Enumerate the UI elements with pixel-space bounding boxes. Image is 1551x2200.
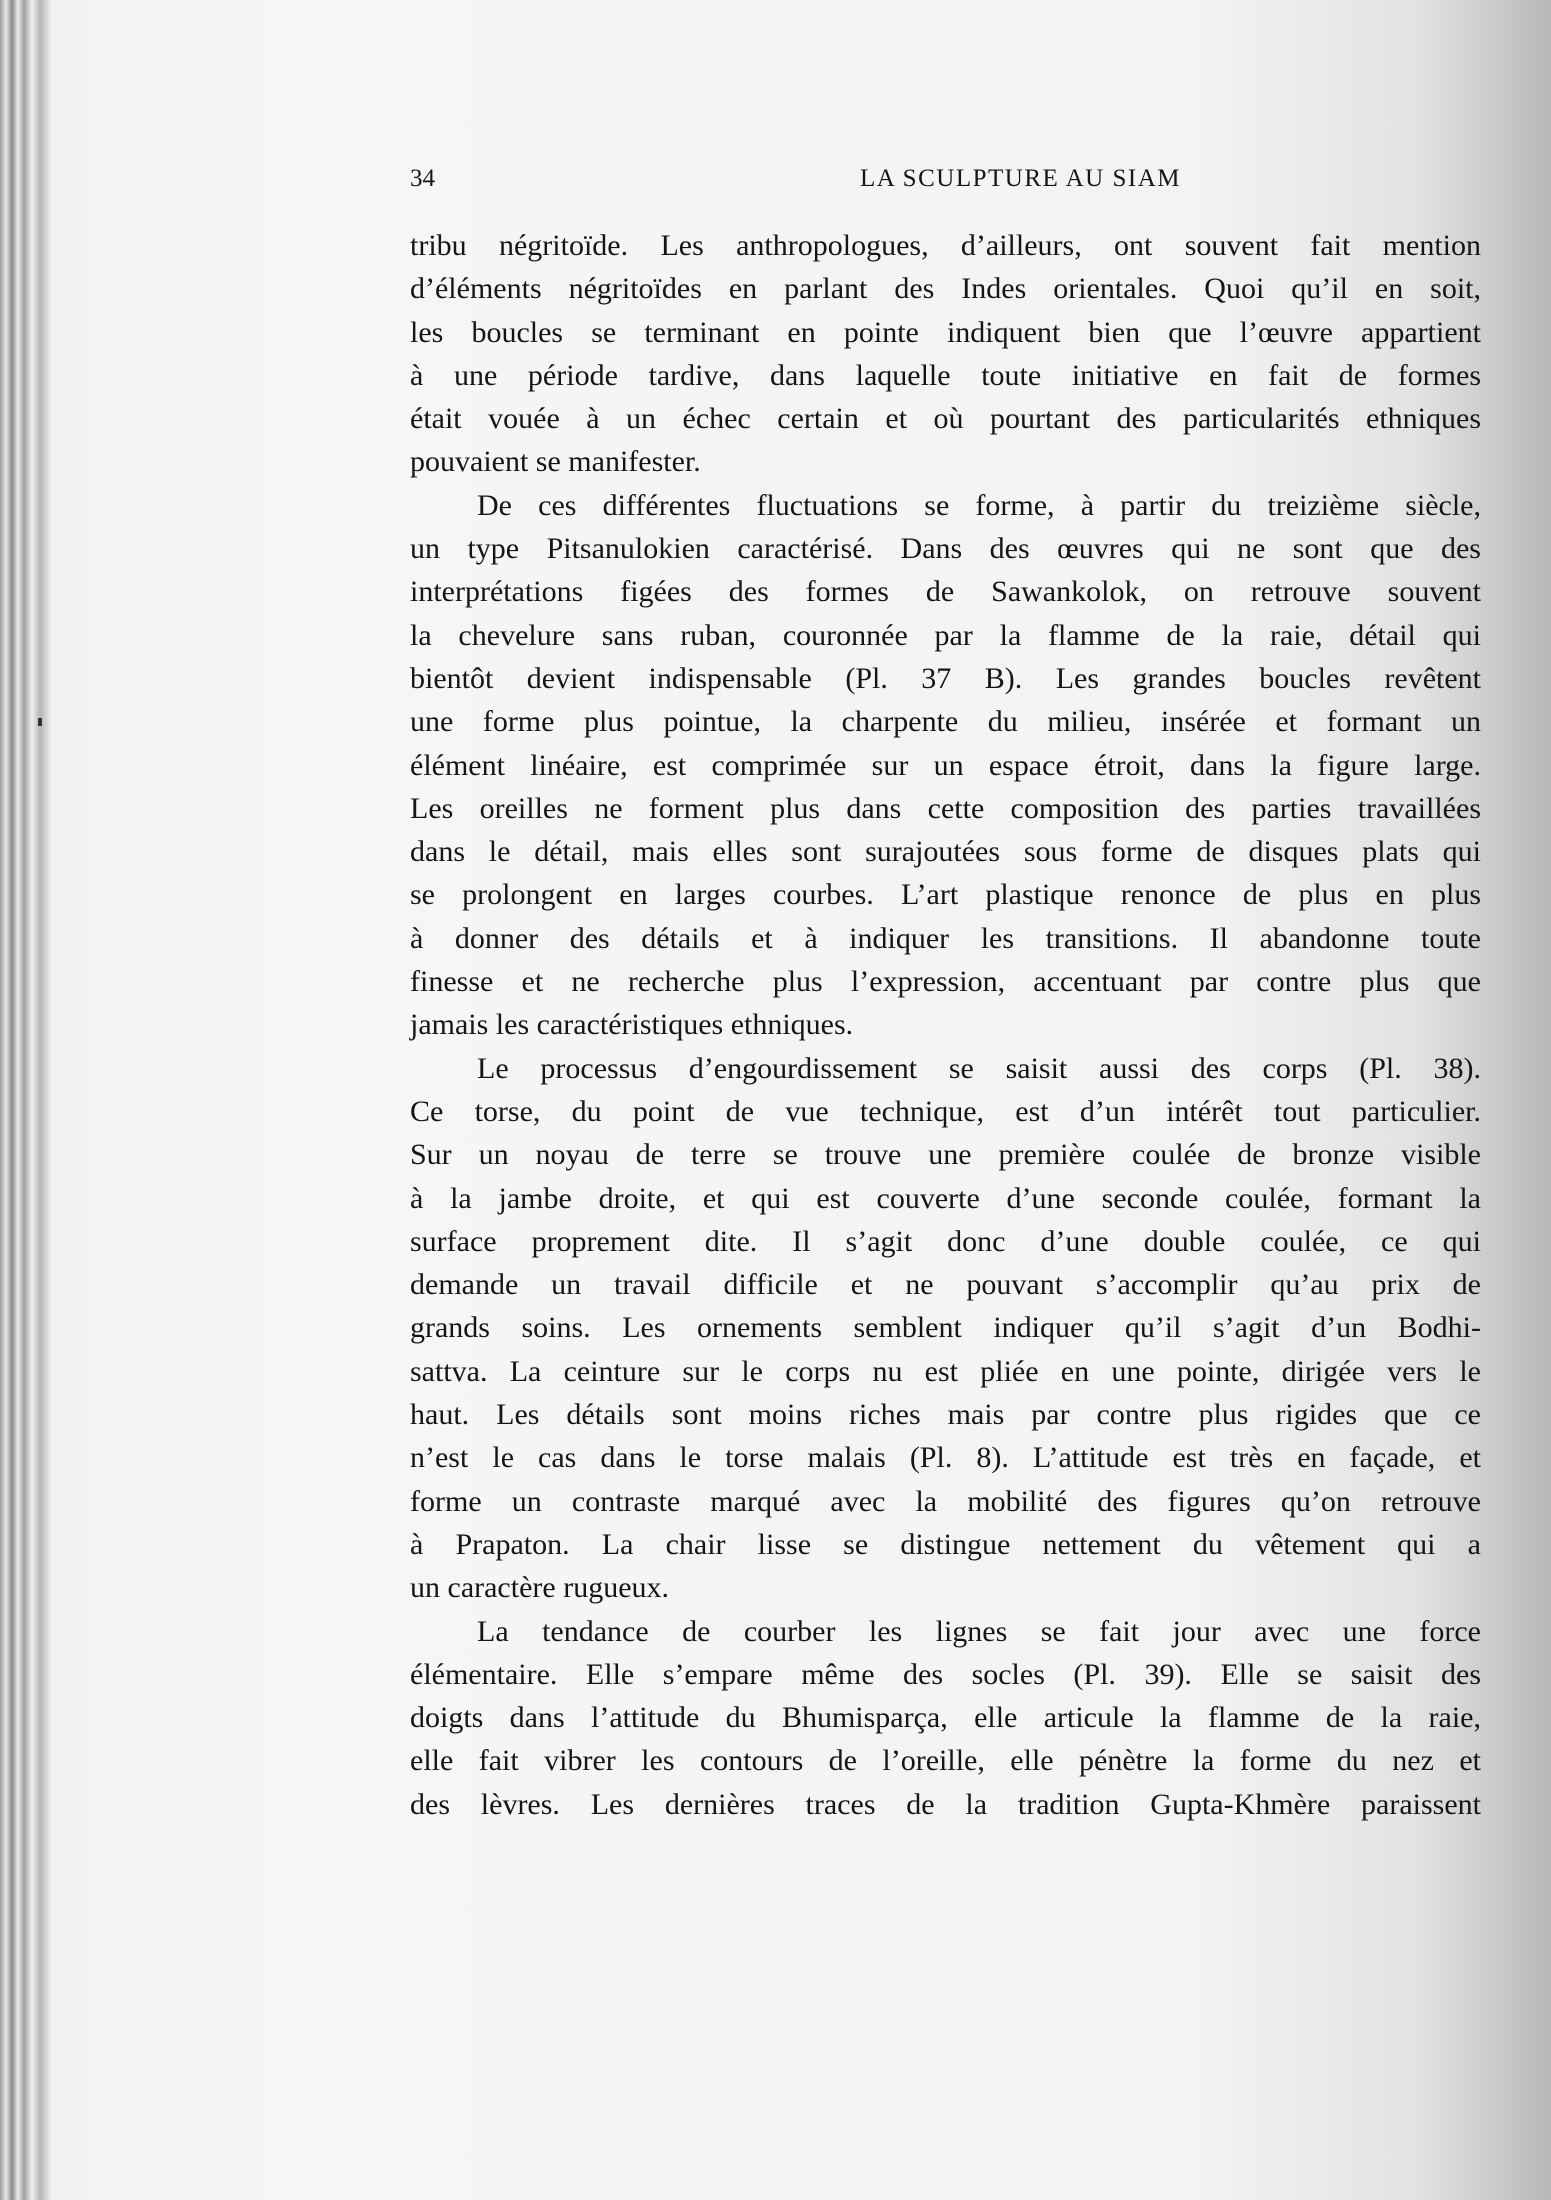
text-line: interprétations figées des formes de Sawankolok, on retrouve souvent — [410, 575, 1481, 609]
text-line: Le processus d’engourdissement se saisit aussi des corps (Pl. 38). — [477, 1051, 1481, 1085]
text-line: la chevelure sans ruban, couronnée par la flamme de la raie, détail qui — [410, 618, 1481, 652]
paragraph — [410, 224, 1481, 484]
text-line: Les oreilles ne forment plus dans cette composition des parties travaillées — [410, 791, 1481, 825]
paragraph — [410, 1047, 1481, 1610]
text-line: haut. Les détails sont moins riches mais par contre plus rigides que ce — [410, 1398, 1481, 1432]
text-line: à Prapaton. La chair lisse se distingue nettement du vêtement qui a — [410, 1527, 1481, 1561]
text-line: De ces différentes fluctuations se forme, à partir du treizième siècle, — [477, 488, 1481, 522]
text-line: sattva. La ceinture sur le corps nu est pliée en une pointe, dirigée vers le — [410, 1354, 1481, 1388]
text-line: tribu négritoïde. Les anthropologues, d’ailleurs, ont souvent fait mention — [410, 229, 1481, 262]
text-line: un caractère rugueux. — [410, 1571, 670, 1605]
text-line: Sur un noyau de terre se trouve une première coulée de bronze visible — [410, 1138, 1481, 1172]
text-line: se prolongent en larges courbes. L’art plastique renonce de plus en plus — [410, 878, 1481, 912]
text-line: les boucles se terminant en pointe indiquent bien que l’œuvre appartient — [410, 315, 1481, 349]
text-line: un type Pitsanulokien caractérisé. Dans des œuvres qui ne sont que des — [410, 532, 1481, 566]
running-title: LA SCULPTURE AU SIAM — [859, 165, 1181, 192]
text-line: une forme plus pointue, la charpente du milieu, insérée et formant un — [410, 705, 1481, 739]
text-line: doigts dans l’attitude du Bhumisparça, elle articule la flamme de la raie, — [410, 1701, 1481, 1735]
text-line: bientôt devient indispensable (Pl. 37 B). Les grandes boucles revêtent — [410, 661, 1481, 695]
text-line: à une période tardive, dans laquelle toute initiative en fait de formes — [410, 358, 1481, 392]
text-line: des lèvres. Les dernières traces de la tradition Gupta-Khmère paraissent — [410, 1787, 1481, 1821]
text-line: était vouée à un échec certain et où pourtant des particularités ethniques — [410, 402, 1481, 436]
text-line: grands soins. Les ornements semblent indiquer qu’il s’agit d’un Bodhi- — [410, 1311, 1481, 1345]
paragraph — [410, 1610, 1481, 1826]
text-line: elle fait vibrer les contours de l’oreille, elle pénètre la forme du nez et — [410, 1744, 1481, 1778]
page-header — [410, 165, 1481, 205]
text-line: n’est le cas dans le torse malais (Pl. 8). L’attitude est très en façade, et — [410, 1441, 1481, 1475]
text-line: dans le détail, mais elles sont surajoutées sous forme de disques plats qui — [410, 835, 1481, 869]
text-line: La tendance de courber les lignes se fait jour avec une force — [477, 1614, 1481, 1648]
text-line: élément linéaire, est comprimée sur un espace étroit, dans la figure large. — [410, 748, 1481, 782]
paragraph — [410, 484, 1481, 1047]
margin-mark — [38, 718, 42, 726]
text-line: à la jambe droite, et qui est couverte d’une seconde coulée, formant la — [410, 1181, 1481, 1215]
text-line: jamais les caractéristiques ethniques. — [410, 1008, 854, 1042]
text-line: élémentaire. Elle s’empare même des socles (Pl. 39). Elle se saisit des — [410, 1657, 1481, 1691]
text-line: forme un contraste marqué avec la mobilité des figures qu’on retrouve — [410, 1484, 1481, 1518]
page-number: 34 — [410, 165, 435, 192]
text-line: finesse et ne recherche plus l’expression, accentuant par contre plus que — [410, 965, 1481, 999]
text-line: à donner des détails et à indiquer les transitions. Il abandonne toute — [410, 921, 1481, 955]
text-line: demande un travail difficile et ne pouvant s’accomplir qu’au prix de — [410, 1268, 1481, 1302]
text-line: surface proprement dite. Il s’agit donc d’une double coulée, ce qui — [410, 1224, 1481, 1258]
body-text — [410, 224, 1481, 1826]
text-line: d’éléments négritoïdes en parlant des Indes orientales. Quoi qu’il en soit, — [410, 272, 1481, 306]
text-line: Ce torse, du point de vue technique, est d’un intérêt tout particulier. — [410, 1094, 1481, 1128]
text-line: pouvaient se manifester. — [410, 445, 701, 479]
